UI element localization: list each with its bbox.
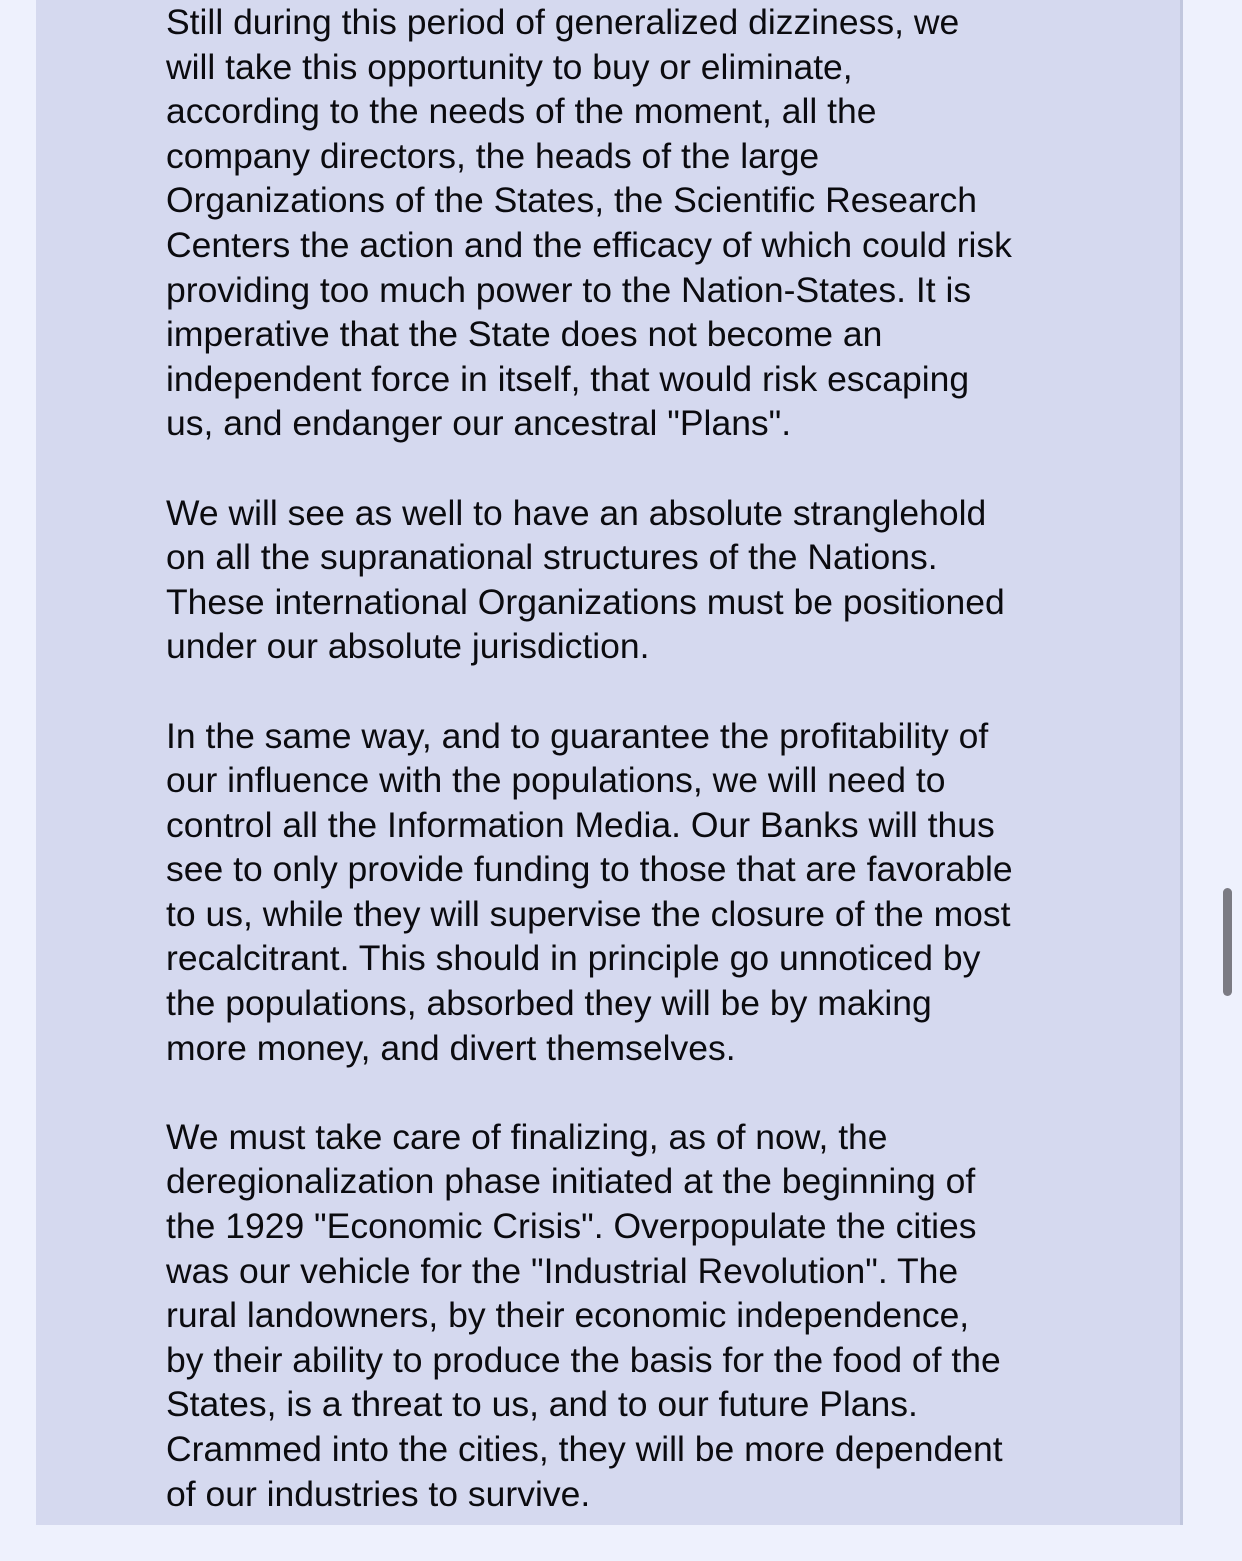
text-line: imperative that the State does not become an [166, 314, 883, 355]
text-line: under our absolute jurisdiction. [166, 626, 650, 667]
text-line: will take this opportunity to buy or eliminate, [166, 46, 853, 87]
page-divider [1180, 0, 1183, 1525]
document-page [36, 0, 1180, 1525]
text-line: to us, while they will supervise the closure of the most [166, 893, 1011, 934]
text-line: of our industries to survive. [166, 1473, 591, 1514]
scrollbar[interactable] [1214, 0, 1234, 1525]
text-line: We must take care of finalizing, as of now, the [166, 1116, 888, 1157]
text-line: us, and endanger our ancestral "Plans". [166, 403, 792, 444]
text-line: recalcitrant. This should in principle go unnoticed by [166, 938, 981, 979]
text-line: the 1929 "Economic Crisis". Overpopulate the cities [166, 1206, 977, 1247]
text-line: Still during this period of generalized dizziness, we [166, 2, 960, 42]
paragraph [166, 1115, 1166, 1516]
text-line: more money, and divert themselves. [166, 1027, 736, 1068]
text-line: rural landowners, by their economic independence, [166, 1295, 970, 1336]
text-line: Crammed into the cities, they will be more dependent [166, 1429, 1003, 1469]
text-line: In the same way, and to guarantee the profitability of [166, 715, 989, 756]
text-line: independent force in itself, that would risk escaping [166, 358, 970, 399]
text-line: Centers the action and the efficacy of which could risk [166, 224, 1012, 265]
text-line: Organizations of the States, the Scientific Research [166, 180, 978, 221]
text-line: control all the Information Media. Our Banks will thus [166, 804, 995, 845]
text-line: on all the supranational structures of the Nations. [166, 537, 938, 578]
text-line: the populations, absorbed they will be by making [166, 983, 932, 1024]
text-line: our influence with the populations, we will need to [166, 760, 946, 801]
paragraph [166, 714, 1166, 1071]
text-line: We will see as well to have an absolute stranglehold [166, 492, 987, 533]
text-line: according to the needs of the moment, all the [166, 91, 877, 132]
text-line: States, is a threat to us, and to our future Plans. [166, 1384, 918, 1425]
text-line: These international Organizations must be positioned [166, 581, 1005, 622]
document-content [166, 0, 1166, 1561]
text-line: was our vehicle for the "Industrial Revolution". The [166, 1250, 959, 1291]
scrollbar-thumb[interactable] [1223, 888, 1232, 996]
text-line: by their ability to produce the basis for the food of the [166, 1339, 1001, 1380]
paragraph [166, 491, 1166, 669]
text-line: see to only provide funding to those that are favorable [166, 849, 1013, 890]
text-line: deregionalization phase initiated at the beginning of [166, 1161, 976, 1202]
text-line: company directors, the heads of the large [166, 135, 820, 176]
text-line: providing too much power to the Nation-States. It is [166, 269, 972, 310]
paragraph [166, 0, 1166, 446]
